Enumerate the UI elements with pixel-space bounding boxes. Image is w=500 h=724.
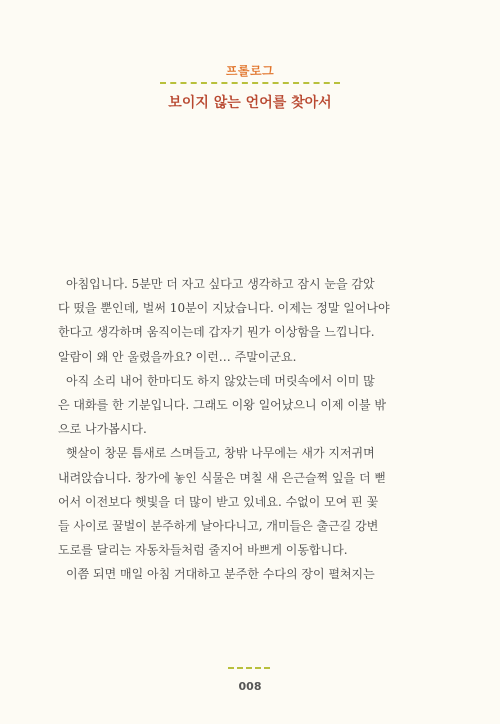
body-line: 어서 이전보다 햇빛을 더 많이 받고 있네요. 수없이 모여 핀 꽃	[58, 494, 379, 509]
chapter-label: 프롤로그	[225, 64, 275, 78]
body-line: 햇살이 창문 틈새로 스며들고, 창밖 나무에는 새가 지저귀며	[66, 446, 375, 461]
chapter-title: 보이지 않는 언어를 찾아서	[168, 95, 332, 111]
body-line: 알람이 왜 안 울렸을까요? 이런… 주말이군요.	[58, 349, 297, 364]
body-text	[58, 272, 408, 586]
chapter-divider	[160, 82, 340, 84]
body-line: 으로 나가봅시다.	[58, 422, 147, 437]
body-line: 도로를 달리는 자동차들처럼 줄지어 바쁘게 이동합니다.	[58, 543, 348, 558]
page-number: 008	[238, 680, 262, 693]
body-line: 들 사이로 꿀벌이 분주하게 날아다니고, 개미들은 출근길 강변	[58, 518, 379, 533]
body-line: 은 대화를 한 기분입니다. 그래도 이왕 일어났으니 이제 이불 밖	[58, 397, 386, 412]
body-line: 이쯤 되면 매일 아침 거대하고 분주한 수다의 장이 펼쳐지는	[66, 567, 375, 582]
body-line: 다 떴을 뿐인데, 벌써 10분이 지났습니다. 이제는 정말 일어나야	[58, 301, 390, 316]
body-line: 아침입니다. 5분만 더 자고 싶다고 생각하고 잠시 눈을 감았	[66, 277, 375, 291]
body-line: 아직 소리 내어 한마디도 하지 않았는데 머릿속에서 이미 많	[66, 373, 375, 388]
body-line: 내려앉습니다. 창가에 놓인 식물은 며칠 새 은근슬쩍 잎을 더 뻗	[58, 470, 386, 485]
footer-divider	[228, 667, 270, 669]
body-line: 한다고 생각하며 움직이는데 갑자기 뭔가 이상함을 느낍니다.	[58, 325, 375, 340]
